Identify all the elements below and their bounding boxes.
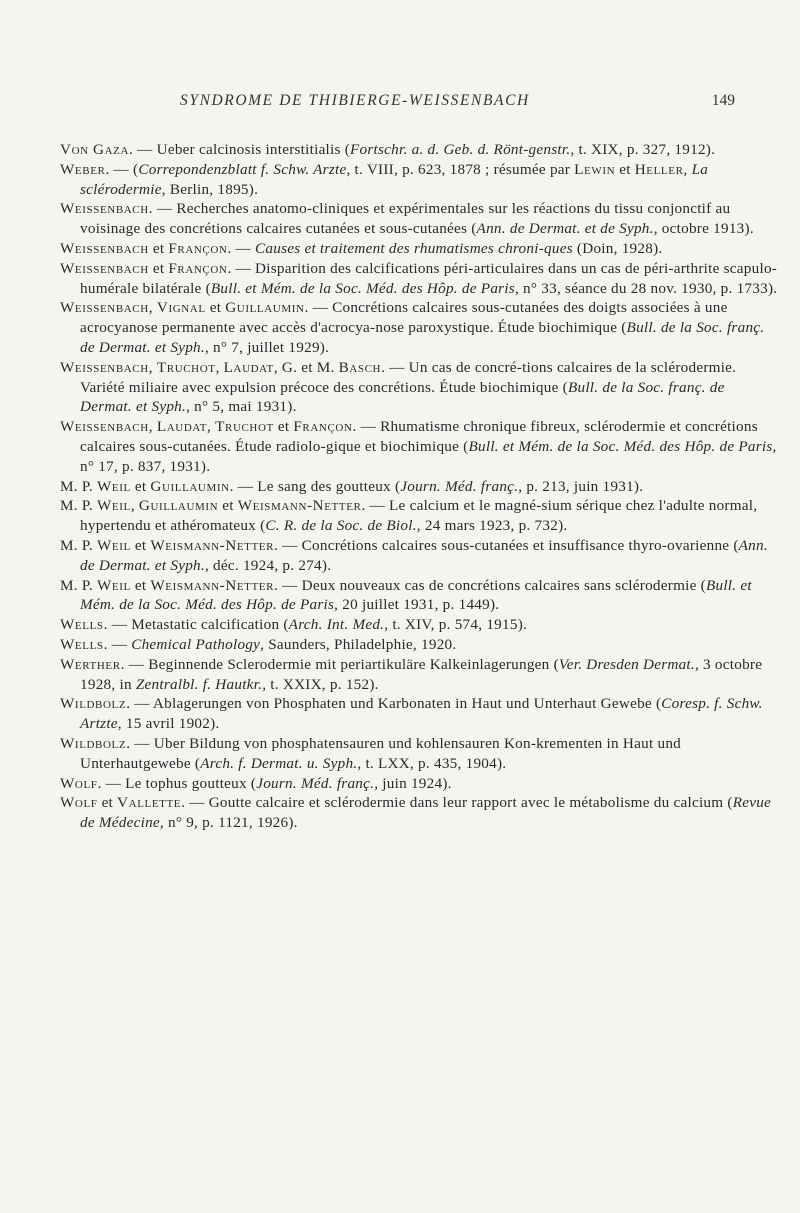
- reference-text: , t. XIX, p. 327, 1912).: [570, 141, 716, 158]
- reference-text: et: [205, 299, 226, 317]
- source-title: Ver. Dresden Dermat.: [558, 655, 695, 673]
- reference-text: et: [130, 536, 151, 554]
- source-title: Ann. de Dermat. et de Syph.: [476, 220, 654, 238]
- author-name: Weil: [96, 576, 131, 594]
- reference-text: . — Rhumatisme chronique fibreux, sclérodermie et concrétions calcaires sous-cutanées. Étude radiolo-gique et biochimique (: [80, 418, 758, 455]
- ref-wolf-vallette: [60, 793, 778, 833]
- source-title: Journ. Méd. franç.: [400, 477, 519, 495]
- reference-text: . — (: [105, 160, 139, 178]
- author-name: Weissenbach: [60, 200, 149, 218]
- reference-text: et: [97, 794, 118, 812]
- author-name: Guillaumin: [225, 299, 305, 317]
- reference-text: . — Uber Bildung von phosphatensauren und kohlensauren Kon-krementen in Haut und Unterhautgewebe (: [80, 734, 682, 772]
- author-name: Wildbolz: [60, 695, 127, 713]
- source-title: Zentralbl. f. Hautkr.: [135, 675, 263, 693]
- source-title: Fortschr. a. d. Geb. d. Rönt-genstr.: [350, 141, 571, 158]
- ref-weissenbach-francon-1928: [60, 239, 778, 259]
- author-name: Lewin: [574, 160, 616, 178]
- author-name: Weissenbach: [60, 358, 149, 376]
- author-name: Weil: [96, 536, 131, 554]
- reference-text: , déc. 1924, p. 274).: [204, 556, 332, 574]
- reference-text: et: [615, 160, 635, 178]
- author-name: Truchot: [215, 418, 274, 436]
- author-name: Weismann-Netter: [150, 576, 275, 594]
- source-title: Bull. de la Soc. franç. de Dermat. et Syph.: [80, 319, 765, 356]
- author-name: Weismann-Netter: [150, 536, 275, 554]
- reference-text: . — Concrétions calcaires sous-cutanées et insuffisance thyro-ovarienne (: [274, 536, 739, 554]
- reference-text: M. P.: [60, 477, 97, 495]
- author-name: Weber: [60, 160, 106, 178]
- author-name: Weissenbach: [60, 239, 149, 257]
- reference-text: . — Le tophus goutteux (: [97, 774, 257, 792]
- ref-wolf: [60, 774, 778, 794]
- reference-text: , Saunders, Philadelphie, 1920.: [260, 635, 457, 653]
- reference-text: ,: [215, 358, 224, 376]
- reference-text: . — Ablagerungen von Phosphaten und Karbonaten in Haut und Unterhaut Gewebe (: [126, 695, 662, 713]
- source-title: Causes et traitement des rhumatismes chroni-ques: [255, 239, 573, 257]
- author-name: Weissenbach: [60, 418, 149, 436]
- ref-werther: [60, 655, 778, 695]
- ref-wildbolz-1904: [60, 734, 778, 774]
- author-name: Weissenbach: [60, 299, 149, 317]
- reference-text: . — Le sang des goutteux (: [229, 477, 401, 495]
- source-title: Bull. et Mém. de la Soc. Méd. des Hôp. de Paris: [80, 576, 752, 614]
- reference-text: . — Le calcium et le magné-sium sérique chez l'adulte normal, hypertendu et athéromateux (: [80, 497, 758, 535]
- reference-text: ,: [683, 160, 692, 178]
- author-name: Laudat: [223, 358, 274, 376]
- reference-text: , 20 juillet 1931, p. 1449).: [334, 596, 500, 614]
- reference-text: . — Ueber calcinosis interstitialis (: [129, 141, 351, 158]
- reference-text: , 3 octobre 1928, in: [80, 655, 763, 693]
- ref-weissenbach-laudat-truchot-francon: [60, 417, 778, 476]
- reference-text: M. P.: [60, 576, 97, 594]
- author-name: Françon: [168, 259, 228, 277]
- reference-text: , n° 17, p. 837, 1931).: [80, 437, 777, 475]
- reference-text: M. P.: [60, 536, 97, 554]
- reference-text: , 15 avril 1902).: [117, 715, 220, 733]
- reference-text: ,: [148, 358, 157, 376]
- source-title: Correpondenzblatt f. Schw. Arzte: [138, 160, 347, 178]
- source-title: Bull. de la Soc. franç. de Dermat. et Syph.: [80, 378, 725, 416]
- reference-text: et: [130, 576, 151, 594]
- source-title: Arch. Int. Med.: [288, 616, 385, 634]
- bibliography-list: [60, 140, 778, 833]
- author-name: Weil: [96, 497, 131, 515]
- author-name: Vignal: [156, 299, 206, 317]
- author-name: Weismann-Netter: [237, 497, 362, 515]
- reference-text: . — Deux nouveaux cas de concrétions calcaires sans sclérodermie (: [274, 576, 706, 594]
- author-name: Von Gaza: [60, 141, 130, 158]
- author-name: Wolf: [60, 794, 98, 812]
- author-name: Guillaumin: [138, 497, 219, 515]
- author-name: Wolf: [60, 774, 98, 792]
- reference-text: , 24 mars 1923, p. 732).: [416, 517, 568, 535]
- author-name: Françon: [168, 239, 228, 257]
- ref-weil-guillaumin-weismann: [60, 496, 778, 536]
- reference-text: . — Un cas de concré-tions calcaires de la sclérodermie. Variété miliaire avec expulsion précoce des concrétions. Étude biochimique (: [80, 358, 737, 396]
- author-name: Basch: [338, 358, 382, 376]
- author-name: Truchot: [156, 358, 216, 376]
- author-name: Wildbolz: [60, 734, 127, 752]
- source-title: C. R. de la Soc. de Biol.: [265, 517, 417, 535]
- author-name: Guillaumin: [150, 477, 230, 495]
- reference-text: et: [130, 477, 151, 495]
- reference-text: ,: [148, 418, 157, 436]
- reference-text: . —: [103, 635, 132, 653]
- reference-text: et: [218, 497, 238, 515]
- reference-text: , n° 33, séance du 28 nov. 1930, p. 1733).: [514, 279, 778, 297]
- author-name: Françon: [293, 418, 353, 436]
- reference-text: et: [148, 259, 169, 277]
- ref-wells-1915: [60, 615, 778, 635]
- source-title: Chemical Pathology: [131, 635, 261, 653]
- reference-text: , n° 7, juillet 1929).: [204, 338, 330, 356]
- ref-weil-weismann-1924: [60, 536, 778, 576]
- reference-text: . — Goutte calcaire et sclérodermie dans leur rapport avec le métabolisme du calcium (: [181, 794, 733, 812]
- reference-text: . — Concrétions calcaires sous-cutanées des doigts associées à une acrocyanose permanente avec accès d'acrocya-nose paroxystique. Étude biochimique (: [80, 299, 728, 337]
- reference-text: , t. XXIX, p. 152).: [262, 675, 379, 693]
- ref-weissenbach-vignal-guillaumin: [60, 298, 778, 357]
- reference-text: M. P.: [60, 497, 97, 515]
- reference-text: , t. XIV, p. 574, 1915).: [384, 616, 528, 634]
- source-title: Ann. de Dermat. et Syph.: [80, 536, 768, 574]
- reference-text: et: [273, 418, 294, 436]
- author-name: Heller: [634, 160, 684, 178]
- ref-weissenbach-truchot-laudat-basch: [60, 358, 778, 417]
- source-title: Coresp. f. Schw. Artzte: [80, 695, 763, 733]
- source-title: La sclérodermie: [80, 160, 709, 198]
- reference-text: , n° 5, mai 1931).: [186, 398, 297, 416]
- source-title: Journ. Méd. franç.: [256, 774, 375, 792]
- reference-text: . — Beginnende Sclerodermie mit periartikuläre Kalkeinlagerungen (: [120, 655, 559, 673]
- ref-weber: [60, 160, 778, 200]
- reference-text: (Doin, 1928).: [572, 239, 663, 257]
- ref-weil-weismann-1931: [60, 576, 778, 616]
- author-name: Wells: [60, 635, 104, 653]
- reference-text: , n° 9, p. 1121, 1926).: [159, 814, 298, 832]
- reference-text: . — Metastatic calcification (: [103, 616, 289, 634]
- reference-text: , t. VIII, p. 623, 1878 ; résumée par: [346, 160, 575, 178]
- ref-von-gaza: [60, 140, 778, 160]
- source-title: Arch. f. Dermat. u. Syph.: [200, 754, 358, 772]
- reference-text: , juin 1924).: [374, 774, 452, 792]
- page-number: 149: [711, 92, 735, 109]
- source-title: Bull. et Mém. de la Soc. Méd. des Hôp. de Paris: [468, 437, 773, 455]
- ref-weissenbach-1913: [60, 199, 778, 239]
- reference-text: et: [148, 239, 169, 257]
- author-name: Laudat: [156, 418, 208, 436]
- reference-text: ,: [207, 418, 216, 436]
- reference-text: ,: [148, 299, 157, 317]
- ref-weil-guillaumin: [60, 477, 778, 497]
- source-title: Revue de Médecine: [80, 794, 772, 832]
- reference-text: ,: [130, 497, 139, 515]
- ref-weissenbach-francon-1930: [60, 259, 778, 299]
- source-title: Bull. et Mém. de la Soc. Méd. des Hôp. de Paris: [210, 279, 515, 297]
- reference-text: , octobre 1913).: [653, 220, 754, 238]
- reference-text: , Berlin, 1895).: [161, 180, 259, 198]
- ref-wildbolz-1902: [60, 694, 778, 734]
- reference-text: . —: [227, 239, 256, 257]
- author-name: Wells: [60, 616, 104, 634]
- author-name: Vallette: [117, 794, 182, 812]
- reference-text: . — Disparition des calcifications péri-articulaires dans un cas de péri-arthrite scapulo-humérale bilatérale (: [80, 259, 778, 297]
- author-name: Weil: [96, 477, 131, 495]
- ref-wells-1920: [60, 635, 778, 655]
- author-name: Werther: [60, 655, 121, 673]
- reference-text: . — Recherches anatomo-cliniques et expérimentales sur les réactions du tissu conjonctif au voisinage des concrétions calcaires cutanées et sous-cutanées (: [80, 200, 731, 238]
- author-name: Weissenbach: [60, 259, 149, 277]
- reference-text: , p. 213, juin 1931).: [518, 477, 644, 495]
- reference-text: , t. LXX, p. 435, 1904).: [357, 754, 507, 772]
- reference-text: , G. et M.: [273, 358, 339, 376]
- running-title: SYNDROME DE THIBIERGE-WEISSENBACH: [180, 92, 530, 109]
- running-head: [60, 92, 760, 116]
